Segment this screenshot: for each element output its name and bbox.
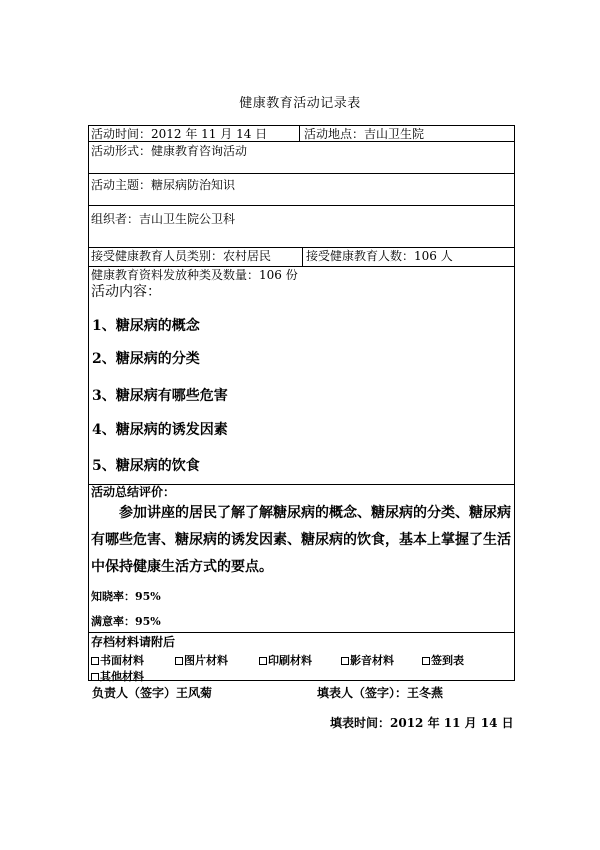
fill-date: 填表时间：2012 年 11 月 14 日 (330, 716, 514, 730)
content-item: 4、糖尿病的诱发因素 (92, 422, 228, 438)
row-divider (89, 173, 514, 174)
checkbox-icon[interactable] (91, 657, 99, 665)
archive-option-other[interactable]: 其他材料 (91, 668, 144, 684)
materials-count: 健康教育资料发放种类及数量：106 份 (91, 268, 298, 282)
activity-time: 活动时间：2012 年 11 月 14 日 (91, 127, 268, 141)
content-item: 5、糖尿病的饮食 (92, 458, 200, 474)
column-divider (299, 126, 300, 141)
content-item: 1、糖尿病的概念 (92, 318, 200, 334)
checkbox-icon[interactable] (91, 673, 99, 681)
organizer: 组织者：吉山卫生院公卫科 (91, 212, 236, 226)
content-item: 2、糖尿病的分类 (92, 351, 200, 367)
audience-count: 接受健康教育人数：106 人 (306, 249, 453, 263)
record-form-table (88, 125, 515, 681)
archive-option-images[interactable]: 图片材料 (175, 652, 228, 668)
activity-theme: 活动主题：糖尿病防治知识 (91, 178, 236, 192)
archive-label: 存档材料请附后 (91, 635, 176, 649)
archive-option-media[interactable]: 影音材料 (341, 652, 394, 668)
checkbox-icon[interactable] (341, 657, 349, 665)
row-divider (89, 632, 514, 633)
content-label: 活动内容： (91, 284, 161, 300)
archive-option-signin[interactable]: 签到表 (422, 652, 464, 668)
awareness-rate: 知晓率：95% (91, 590, 161, 603)
summary-text: 参加讲座的居民了解了解糖尿病的概念、糖尿病的分类、糖尿病有哪些危害、糖尿病的诱发因素、糖尿病的饮食，基本上掌握了生活中保持健康生活方式的要点。 (91, 505, 511, 575)
archive-option-printed[interactable]: 印刷材料 (259, 652, 312, 668)
checkbox-icon[interactable] (175, 657, 183, 665)
summary-text-block (91, 500, 511, 581)
audience-type: 接受健康教育人员类别：农村居民 (91, 249, 272, 263)
column-divider (302, 247, 303, 266)
checkbox-icon[interactable] (422, 657, 430, 665)
checkbox-icon[interactable] (259, 657, 267, 665)
activity-place: 活动地点：吉山卫生院 (304, 127, 425, 141)
filler-signature: 填表人（签字）：王冬燕 (317, 686, 444, 700)
responsible-signature: 负责人（签字）王风菊 (92, 686, 213, 700)
summary-section (91, 484, 175, 500)
page-title: 健康教育活动记录表 (239, 96, 361, 111)
satisfaction-rate: 满意率：95% (91, 615, 161, 628)
content-item: 3、糖尿病有哪些危害 (92, 388, 228, 404)
summary-label: 活动总结评价： (91, 485, 176, 499)
archive-option-written[interactable]: 书面材料 (91, 652, 144, 668)
activity-form: 活动形式：健康教育咨询活动 (91, 144, 248, 158)
row-divider (89, 205, 514, 206)
